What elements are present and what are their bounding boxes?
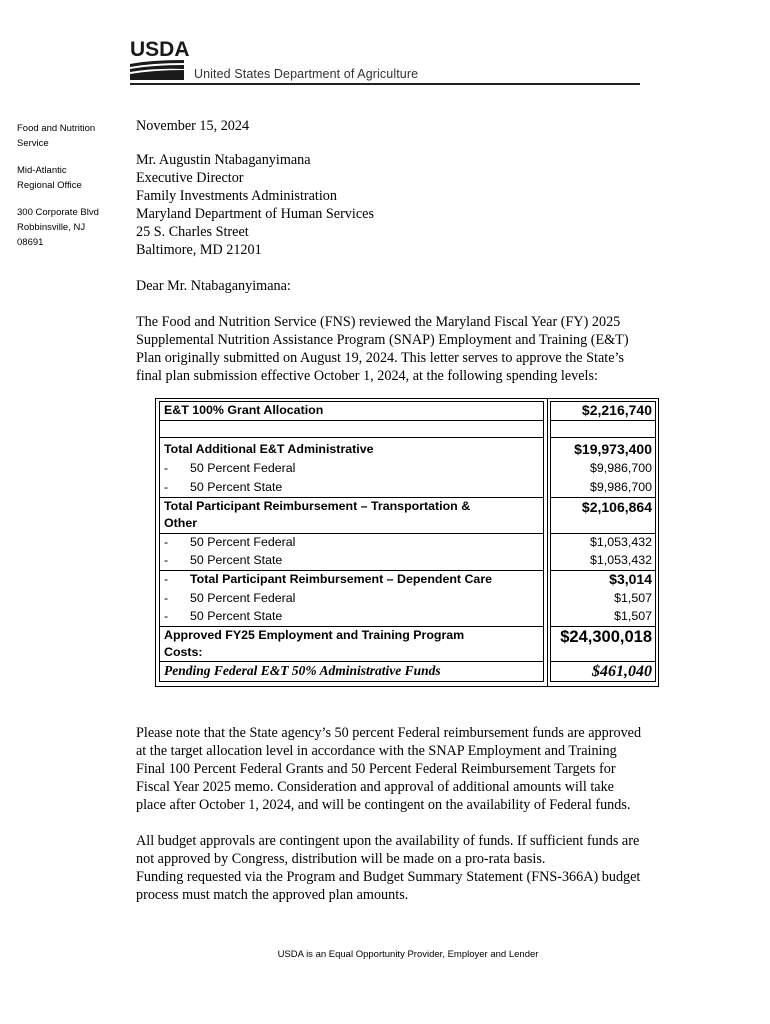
recipient-line: Executive Director [136, 170, 244, 186]
care-state-label: 50 Percent State [190, 609, 283, 623]
recipient-line: Mr. Augustin Ntabaganyimana [136, 152, 311, 168]
admin-value: $19,973,400 [574, 441, 652, 457]
recipient-line: Maryland Department of Human Services [136, 206, 374, 222]
address-line: Robbinsville, NJ [17, 222, 86, 233]
sidebar-address [17, 205, 99, 250]
table-rule [550, 420, 656, 421]
table-rule [550, 437, 656, 438]
address-line: 300 Corporate Blvd [17, 207, 99, 218]
care-state-row [164, 609, 282, 623]
care-value: $3,014 [609, 571, 652, 587]
usda-wordmark: USDA [130, 38, 190, 61]
paragraph-line: not approved by Congress, distribution will be made on a pro-rata basis. [136, 851, 546, 867]
agency-line: Service [17, 138, 49, 149]
usda-logo [130, 40, 640, 88]
table-rule [159, 497, 544, 498]
paragraph-line: All budget approvals are contingent upon the availability of funds. If sufficient funds are [136, 833, 640, 849]
dash-marker: - [164, 480, 169, 494]
header-rule [130, 83, 640, 85]
address-line: 08691 [17, 237, 44, 248]
office-line: Regional Office [17, 180, 82, 191]
admin-state-row [164, 480, 282, 494]
recipient-line: 25 S. Charles Street [136, 224, 249, 240]
admin-label: Total Additional E&T Administrative [164, 442, 374, 456]
transport-federal-value: $1,053,432 [589, 535, 652, 549]
transport-value: $2,106,864 [581, 499, 652, 515]
care-federal-label: 50 Percent Federal [190, 591, 296, 605]
admin-federal-value: $9,986,700 [589, 461, 652, 475]
transport-federal-row [164, 535, 295, 549]
table-rule [550, 533, 656, 534]
paragraph-intro [136, 313, 676, 385]
approved-value: $24,300,018 [560, 628, 652, 646]
transport-label-line1: Total Participant Reimbursement – Transportation & [164, 499, 471, 513]
table-rule [159, 420, 544, 421]
footer-text: USDA is an Equal Opportunity Provider, Employer and Lender [277, 949, 539, 960]
care-label: Total Participant Reimbursement – Dependent Care [190, 572, 493, 586]
table-rule [159, 626, 544, 627]
admin-state-label: 50 Percent State [190, 480, 283, 494]
paragraph-line: Funding requested via the Program and Budget Summary Statement (FNS-366A) budget [136, 869, 641, 885]
table-rule [159, 533, 544, 534]
recipient-line: Baltimore, MD 21201 [136, 242, 262, 258]
paragraph-line: The Food and Nutrition Service (FNS) reviewed the Maryland Fiscal Year (FY) 2025 [136, 314, 621, 330]
transport-state-value: $1,053,432 [589, 553, 652, 567]
paragraph-line: Please note that the State agency’s 50 percent Federal reimbursement funds are approved [136, 725, 642, 741]
sidebar-agency [17, 121, 95, 151]
table-rule [550, 497, 656, 498]
sidebar-office [17, 163, 82, 193]
salutation: Dear Mr. Ntabaganyimana: [136, 278, 291, 294]
admin-federal-label: 50 Percent Federal [190, 461, 296, 475]
dash-marker: - [164, 461, 169, 475]
recipient-address [136, 151, 374, 259]
approved-label-line1: Approved FY25 Employment and Training Program [164, 628, 465, 642]
transport-state-label: 50 Percent State [190, 553, 283, 567]
admin-federal-row [164, 461, 295, 475]
footer [0, 949, 770, 960]
table-rule [159, 437, 544, 438]
pending-label: Pending Federal E&T 50% Administrative Funds [164, 663, 441, 678]
dash-marker: - [164, 535, 169, 549]
paragraph-line: Supplemental Nutrition Assistance Program (SNAP) Employment and Training (E&T) [136, 332, 629, 348]
transport-label-line2: Other [164, 516, 198, 530]
paragraph-line: Plan originally submitted on August 19, 2024. This letter serves to approve the State’s [136, 350, 624, 366]
paragraph-line: place after October 1, 2024, and will be contingent on the availability of Federal funds. [136, 797, 631, 813]
paragraph-allocation [136, 724, 676, 814]
grant-label: E&T 100% Grant Allocation [164, 403, 324, 417]
pending-value: $461,040 [592, 663, 652, 680]
paragraph-budget [136, 832, 676, 904]
paragraph-line: process must match the approved plan amounts. [136, 887, 409, 903]
care-state-value: $1,507 [614, 609, 652, 623]
table-divider [547, 399, 548, 686]
dash-marker: - [164, 553, 169, 567]
transport-state-row [164, 553, 282, 567]
table-rule [550, 626, 656, 627]
dash-marker: - [164, 591, 169, 605]
paragraph-line: final plan submission effective October 1, 2024, at the following spending levels: [136, 368, 598, 384]
table-rule [159, 661, 544, 662]
spending-table [155, 398, 659, 687]
care-federal-row [164, 591, 295, 605]
office-line: Mid-Atlantic [17, 165, 67, 176]
paragraph-line: at the target allocation level in accordance with the SNAP Employment and Training [136, 743, 617, 759]
approved-label-line2: Costs: [164, 645, 203, 659]
recipient-line: Family Investments Administration [136, 188, 337, 204]
care-row [164, 572, 492, 586]
dash-marker: - [164, 609, 169, 623]
table-rule [159, 570, 544, 571]
agency-line: Food and Nutrition [17, 123, 96, 134]
transport-federal-label: 50 Percent Federal [190, 535, 296, 549]
paragraph-line: Final 100 Percent Federal Grants and 50 Percent Federal Reimbursement Targets for [136, 761, 616, 777]
paragraph-line: Fiscal Year 2025 memo. Consideration and approval of additional amounts will take [136, 779, 614, 795]
care-federal-value: $1,507 [614, 591, 652, 605]
admin-state-value: $9,986,700 [589, 480, 652, 494]
department-name: United States Department of Agriculture [194, 67, 419, 81]
letter-date: November 15, 2024 [136, 118, 250, 134]
grant-value: $2,216,740 [581, 402, 652, 418]
table-rule [550, 661, 656, 662]
dash-marker: - [164, 572, 169, 586]
